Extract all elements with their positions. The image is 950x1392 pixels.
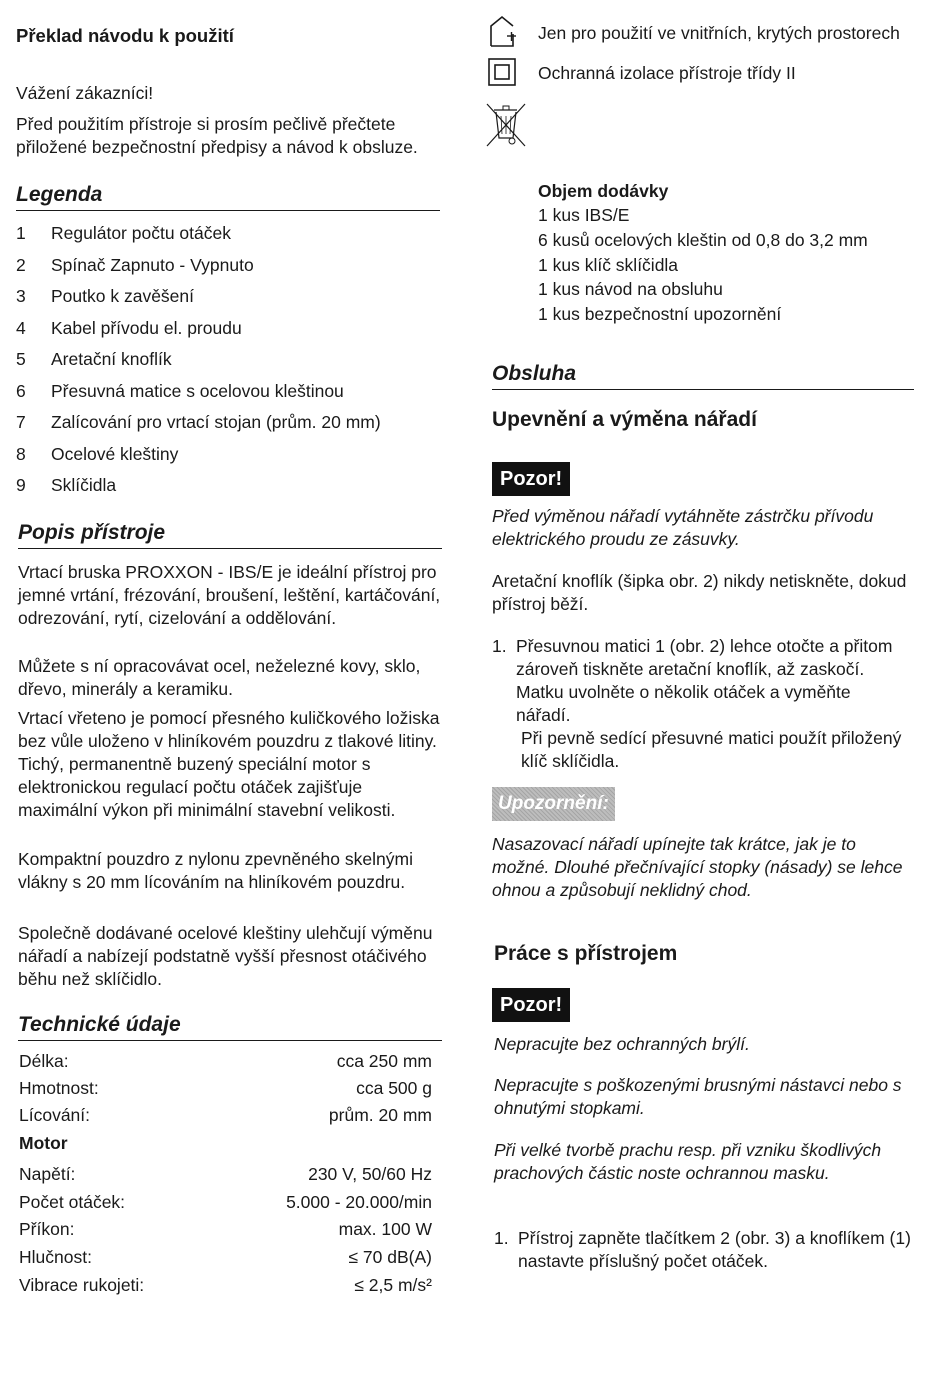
description-paragraph: Kompaktní pouzdro z nylonu zpevněného skelnými vlákny s 20 mm lícováním na hliníkovém pouzdru. — [18, 849, 413, 892]
spec-label: Napětí: — [19, 1164, 76, 1184]
operation-heading: Obsluha — [492, 361, 914, 390]
specs-heading: Technické údaje — [18, 1012, 442, 1041]
spec-row — [19, 1050, 432, 1073]
legend-item — [16, 285, 444, 308]
spec-value: cca 250 mm — [336, 1051, 432, 1071]
step-text: Přesuvnou matici 1 (obr. 2) lehce otočte a přitom zároveň tiskněte aretační knoflík, až zaskočí. Matku uvolněte o několik otáček a vyměňte nářadí. — [516, 636, 893, 725]
legend-item — [16, 317, 444, 340]
tool-change-heading: Upevnění a výměna nářadí — [492, 408, 757, 431]
legend-number: 8 — [16, 443, 26, 464]
legend-item — [16, 222, 444, 245]
spec-row — [19, 1246, 432, 1269]
legend-text: Přesuvná matice s ocelovou kleštinou — [51, 380, 344, 401]
description-paragraph: Můžete s ní opracovávat ocel, neželezné kovy, sklo, dřevo, minerály a keramiku. — [18, 656, 421, 699]
notice-badge: Upozornění: — [492, 787, 615, 821]
scope-item: 6 kusů ocelových kleštin od 0,8 do 3,2 mm — [538, 230, 868, 250]
spec-label: Vibrace rukojeti: — [19, 1275, 145, 1295]
spec-label: Hlučnost: — [19, 1247, 92, 1267]
spec-label: Lícování: — [19, 1105, 91, 1125]
scope-item: 1 kus návod na obsluhu — [538, 279, 723, 299]
crossed-out-bin-icon — [484, 100, 528, 150]
warning-text: Před výměnou nářadí vytáhněte zástrčku přívodu elektrického proudu ze zásuvky. — [492, 506, 874, 549]
step-text: Přístroj zapněte tlačítkem 2 (obr. 3) a knoflíkem (1) nastavte příslušný počet otáček. — [518, 1228, 911, 1271]
legend-text: Aretační knoflík — [51, 349, 172, 369]
step-number: 1. — [494, 1228, 509, 1248]
working-warning: Nepracujte s poškozenými brusnými nástavci nebo s ohnutými stopkami. — [494, 1075, 902, 1118]
spec-label: Počet otáček: — [19, 1192, 126, 1212]
spec-value: 230 V, 50/60 Hz — [308, 1164, 432, 1184]
class-ii-insulation-icon — [487, 57, 517, 87]
motor-heading: Motor — [19, 1133, 68, 1153]
description-paragraph: Vrtací vřeteno je pomocí přesného kuličkového ložiska bez vůle uloženo v hliníkovém pouzdru z tlakové litiny. Tichý, permanentně buzený speciální motor s elektronickou regulací počtu otáček zajišťuje maximální výkon při minimální stavební velikosti. — [18, 708, 440, 820]
indoor-use-icon — [487, 14, 517, 48]
warning-badge: Pozor! — [492, 988, 570, 1022]
scope-item: 1 kus klíč sklíčidla — [538, 255, 679, 275]
step-extra-text: Při pevně sedící přesuvné matici použít přiložený klíč sklíčidla. — [521, 728, 902, 771]
legend-number: 5 — [16, 349, 26, 369]
specs-table — [16, 1050, 444, 1300]
legend-text: Kabel přívodu el. proudu — [51, 317, 242, 338]
spec-value: ≤ 2,5 m/s² — [354, 1275, 432, 1295]
working-warning: Při velké tvorbě prachu resp. při vzniku škodlivých prachových částic noste ochrannou masku. — [494, 1140, 882, 1183]
legend-number: 4 — [16, 317, 26, 338]
class-ii-insulation-text: Ochranná izolace přístroje třídy II — [538, 63, 796, 83]
description-heading: Popis přístroje — [18, 520, 442, 549]
document-title: Překlad návodu k použití — [16, 25, 234, 46]
spec-row — [19, 1218, 432, 1241]
intro-text: Před použitím přístroje si prosím pečlivě přečtete přiložené bezpečnostní předpisy a návod k obsluze. — [16, 114, 418, 157]
legend-number: 2 — [16, 254, 26, 275]
legend-number: 1 — [16, 223, 26, 243]
warning-badge: Pozor! — [492, 462, 570, 496]
description-paragraph: Vrtací bruska PROXXON - IBS/E je ideální přístroj pro jemné vrtání, frézování, broušení, leštění, kartáčování, odrezování, rytí, cizelování a oddělování. — [18, 562, 441, 628]
note-text: Aretační knoflík (šipka obr. 2) nikdy netiskněte, dokud přístroj běží. — [492, 571, 907, 614]
legend-number: 6 — [16, 380, 26, 401]
greeting: Vážení zákazníci! — [16, 83, 154, 103]
working-warning: Nepracujte bez ochranných brýlí. — [494, 1034, 750, 1054]
legend-item — [16, 411, 444, 434]
spec-value: ≤ 70 dB(A) — [348, 1247, 432, 1267]
spec-value: prům. 20 mm — [328, 1105, 432, 1125]
legend-text: Regulátor počtu otáček — [51, 223, 231, 243]
legend-heading: Legenda — [16, 182, 440, 211]
legend-number: 7 — [16, 412, 26, 432]
scope-heading: Objem dodávky — [538, 181, 669, 201]
spec-label: Hmotnost: — [19, 1078, 99, 1098]
spec-label: Příkon: — [19, 1219, 75, 1239]
spec-label: Délka: — [19, 1051, 69, 1071]
legend-item — [16, 348, 444, 371]
legend-text: Poutko k zavěšení — [51, 286, 194, 306]
legend-number: 3 — [16, 286, 26, 306]
step-number: 1. — [492, 636, 507, 656]
scope-item: 1 kus IBS/E — [538, 205, 630, 225]
spec-row — [19, 1274, 432, 1297]
legend-text: Sklíčidla — [51, 475, 117, 495]
legend-number: 9 — [16, 475, 26, 495]
legend-item — [16, 443, 444, 466]
description-paragraph: Společně dodávané ocelové kleštiny ulehčují výměnu nářadí a nabízejí podstatně vyšší přesnost otáčivého běhu než sklíčidlo. — [18, 923, 433, 989]
scope-item: 1 kus bezpečnostní upozornění — [538, 304, 782, 324]
step-item — [492, 635, 906, 773]
spec-row — [19, 1104, 432, 1127]
legend-text: Zalícování pro vrtací stojan (prům. 20 mm) — [51, 412, 381, 432]
legend-item — [16, 474, 444, 497]
spec-value: cca 500 g — [356, 1078, 432, 1098]
indoor-use-text: Jen pro použití ve vnitřních, krytých prostorech — [538, 23, 900, 43]
step-item — [494, 1227, 916, 1273]
spec-row — [19, 1077, 432, 1100]
legend-list — [16, 222, 444, 512]
working-heading: Práce s přístrojem — [494, 942, 678, 965]
legend-item — [16, 254, 444, 277]
legend-text: Spínač Zapnuto - Vypnuto — [51, 254, 254, 275]
spec-value: max. 100 W — [338, 1219, 432, 1239]
notice-text: Nasazovací nářadí upínejte tak krátce, jak je to možné. Dlouhé přečnívající stopky (násady) se lehce ohnou a způsobují neklidný chod. — [492, 834, 903, 900]
spec-value: 5.000 - 20.000/min — [286, 1192, 432, 1212]
legend-item — [16, 380, 444, 403]
legend-text: Ocelové kleštiny — [51, 443, 179, 464]
spec-row — [19, 1191, 432, 1214]
spec-row — [19, 1163, 432, 1186]
